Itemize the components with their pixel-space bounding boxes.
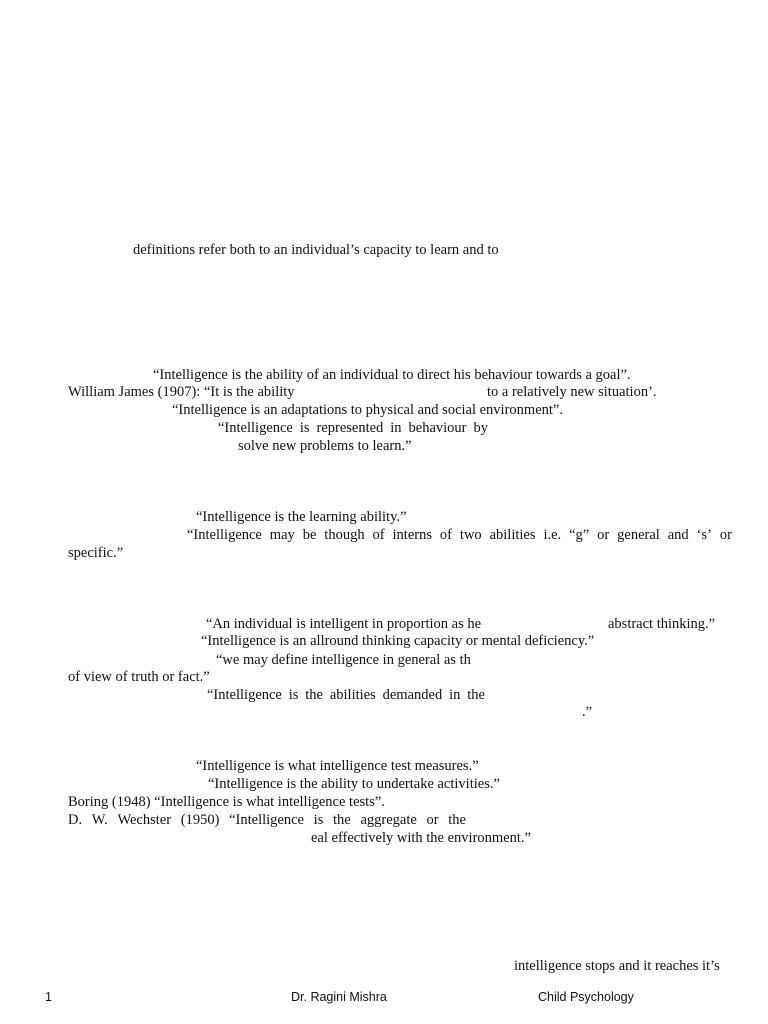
footer-author: Dr. Ragini Mishra (291, 990, 387, 1004)
word: i.e. (543, 527, 562, 543)
word: “Intelligence (229, 812, 304, 828)
word: represented (316, 420, 384, 436)
definition-demanded-end: .” (582, 704, 593, 720)
word: is (299, 420, 310, 436)
word: demanded (382, 687, 443, 703)
word: general (617, 527, 660, 543)
definition-allround: “Intelligence is an allround thinking capacity or mental deficiency.” (201, 633, 595, 649)
word: the (448, 812, 466, 828)
word: in (390, 420, 402, 436)
word: W. (91, 812, 108, 828)
definition-demanded (207, 686, 485, 704)
james-definition-end: to a relatively new situation’. (487, 384, 657, 400)
word: the (467, 687, 485, 703)
james-definition-start: William James (1907): “It is the ability (68, 384, 295, 400)
word: abilities (329, 687, 376, 703)
word: of (372, 527, 385, 543)
word: behaviour (408, 420, 467, 436)
word: abilities (489, 527, 536, 543)
definition-g-and-s-continued: specific.” (68, 545, 124, 561)
word: two (459, 527, 482, 543)
word: “Intelligence (218, 420, 293, 436)
definition-test-measures: “Intelligence is what intelligence test measures.” (196, 758, 479, 774)
word: D. (68, 812, 83, 828)
word: “g” (569, 527, 590, 543)
page-number: 1 (45, 990, 52, 1004)
word: interns (392, 527, 432, 543)
definition-g-and-s (187, 526, 732, 544)
word: “Intelligence (187, 527, 262, 543)
definition-solve-problems: solve new problems to learn.” (238, 438, 412, 454)
definition-goal: “Intelligence is the ability of an individual to direct his behaviour towards a goal”. (153, 367, 631, 383)
word: the (305, 687, 323, 703)
footer-subject: Child Psychology (538, 990, 634, 1004)
definition-abstract-end: abstract thinking.” (608, 616, 716, 632)
word: though (324, 527, 365, 543)
definition-adaptation: “Intelligence is an adaptations to physical and social environment”. (172, 402, 563, 418)
word: ‘s’ (696, 527, 712, 543)
definition-truth-fact: of view of truth or fact.” (68, 669, 210, 685)
word: may (269, 527, 295, 543)
definition-general: “we may define intelligence in general as th (216, 652, 471, 668)
word: or (597, 527, 610, 543)
word: aggregate (360, 812, 417, 828)
word: Wechster (117, 812, 172, 828)
wechsler-definition-continued: eal effectively with the environment.” (311, 830, 531, 846)
word: or (426, 812, 439, 828)
word: and (667, 527, 689, 543)
definition-behaviour (218, 419, 488, 437)
intelligence-stops-line: intelligence stops and it reaches it’s (514, 958, 720, 974)
word: “Intelligence (207, 687, 282, 703)
boring-definition: Boring (1948) “Intelligence is what intelligence tests”. (68, 794, 385, 810)
word: be (302, 527, 317, 543)
word: is (313, 812, 324, 828)
word: (1950) (180, 812, 220, 828)
wechsler-definition (68, 811, 466, 829)
word: the (333, 812, 351, 828)
word: is (288, 687, 299, 703)
word: or (719, 527, 732, 543)
word: of (439, 527, 452, 543)
word: in (449, 687, 461, 703)
word: by (473, 420, 488, 436)
definition-activities: “Intelligence is the ability to undertake activities.” (208, 776, 500, 792)
intro-line: definitions refer both to an individual’s capacity to learn and to (133, 242, 499, 258)
definition-learning-ability: “Intelligence is the learning ability.” (196, 509, 407, 525)
definition-abstract-start: “An individual is intelligent in proportion as he (206, 616, 482, 632)
